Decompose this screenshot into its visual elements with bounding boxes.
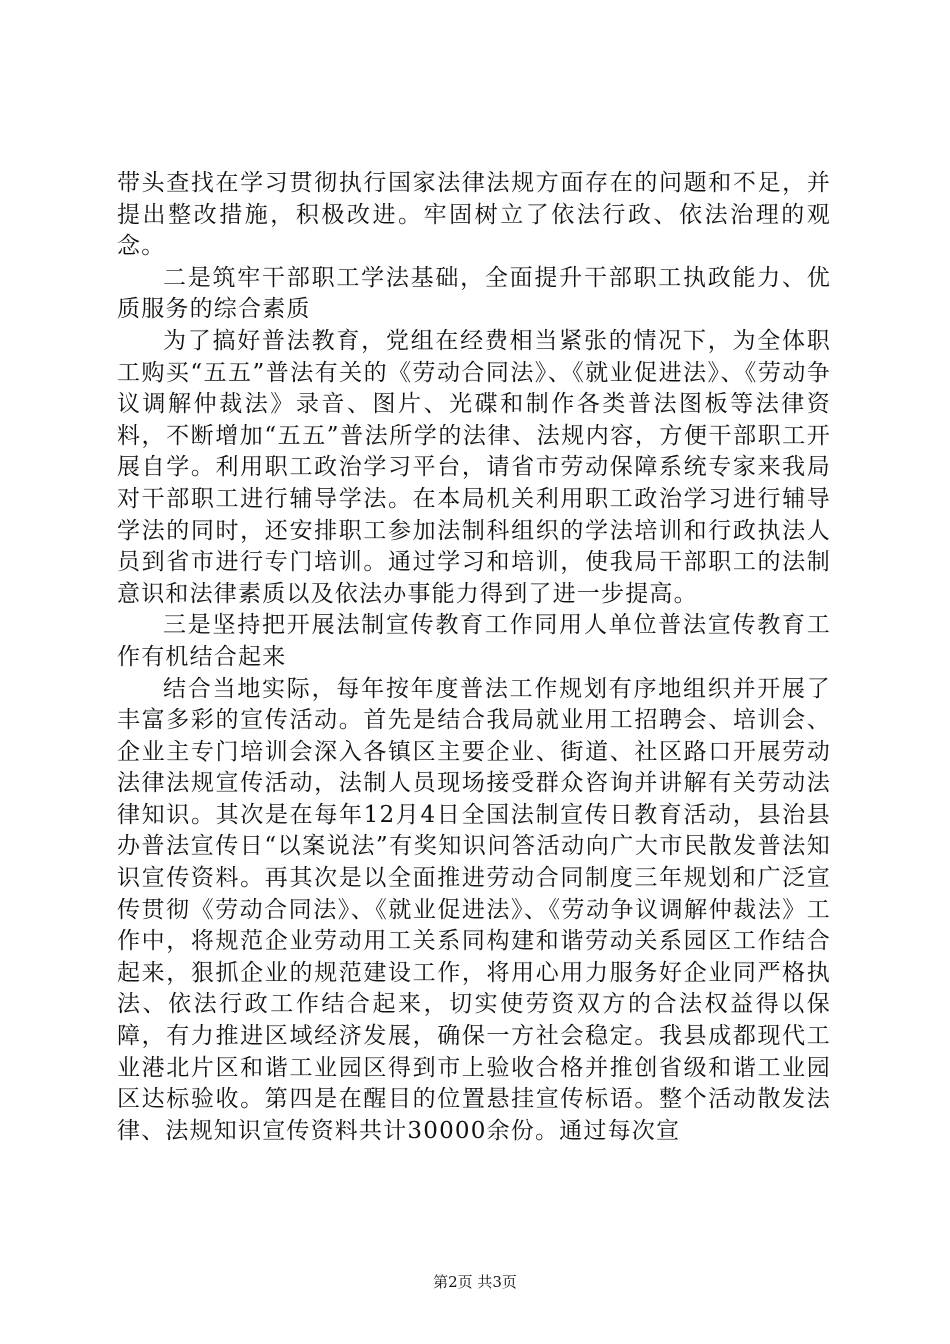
page-footer: 第2页 共3页 (433, 1273, 517, 1291)
document-body (117, 168, 831, 1147)
paragraph-study-education: 为了搞好普法教育，党组在经费相当紧张的情况下，为全体职工购买“五五”普法有关的《劳动合同法》、《就业促进法》、《劳动争议调解仲裁法》录音、图片、光碟和制作各类普法图板等法律资料，不断增加“五五”普法所学的法律、法规内容，方便干部职工开展自学。利用职工政治学习平台，请省市劳动保障系统专家来我局对干部职工进行辅导学法。在本局机关利用职工政治学习进行辅导学法的同时，还安排职工参加法制科组织的学法培训和行政执法人员到省市进行专门培训。通过学习和培训，使我局干部职工的法制意识和法律素质以及依法办事能力得到了进一步提高。 (117, 327, 831, 607)
section-heading-2: 二是筑牢干部职工学法基础，全面提升干部职工执政能力、优质服务的综合素质 (117, 264, 831, 323)
section-heading-3: 三是坚持把开展法制宣传教育工作同用人单位普法宣传教育工作有机结合起来 (117, 612, 831, 670)
paragraph-continuation: 带头查找在学习贯彻执行国家法律法规方面存在的问题和不足，并提出整改措施，积极改进。牢固树立了依法行政、依法治理的观念。 (117, 170, 831, 260)
paragraph-publicity-activities: 结合当地实际，每年按年度普法工作规划有序地组织并开展了丰富多彩的宣传活动。首先是结合我局就业用工招聘会、培训会、企业主专门培训会深入各镇区主要企业、街道、社区路口开展劳动法律法规宣传活动，法制人员现场接受群众咨询并讲解有关劳动法律知识。其次是在每年12月4日全国法制宣传日教育活动，县治县办普法宣传日“以案说法”有奖知识问答活动向广大市民散发普法知识宣传资料。再其次是以全面推进劳动合同制度三年规划和广泛宣传贯彻《劳动合同法》、《就业促进法》、《劳动争议调解仲裁法》工作中，将规范企业劳动用工关系同构建和谐劳动关系园区工作结合起来，狠抓企业的规范建设工作，将用心用力服务好企业同严格执法、依法行政工作结合起来，切实使劳资双方的合法权益得以保障，有力推进区域经济发展，确保一方社会稳定。我县成都现代工业港北片区和谐工业园区得到市上验收合格并推创省级和谐工业园区达标验收。第四是在醒目的位置悬挂宣传标语。整个活动散发法律、法规知识宣传资料共计30000余份。通过每次宣 (117, 675, 831, 1144)
